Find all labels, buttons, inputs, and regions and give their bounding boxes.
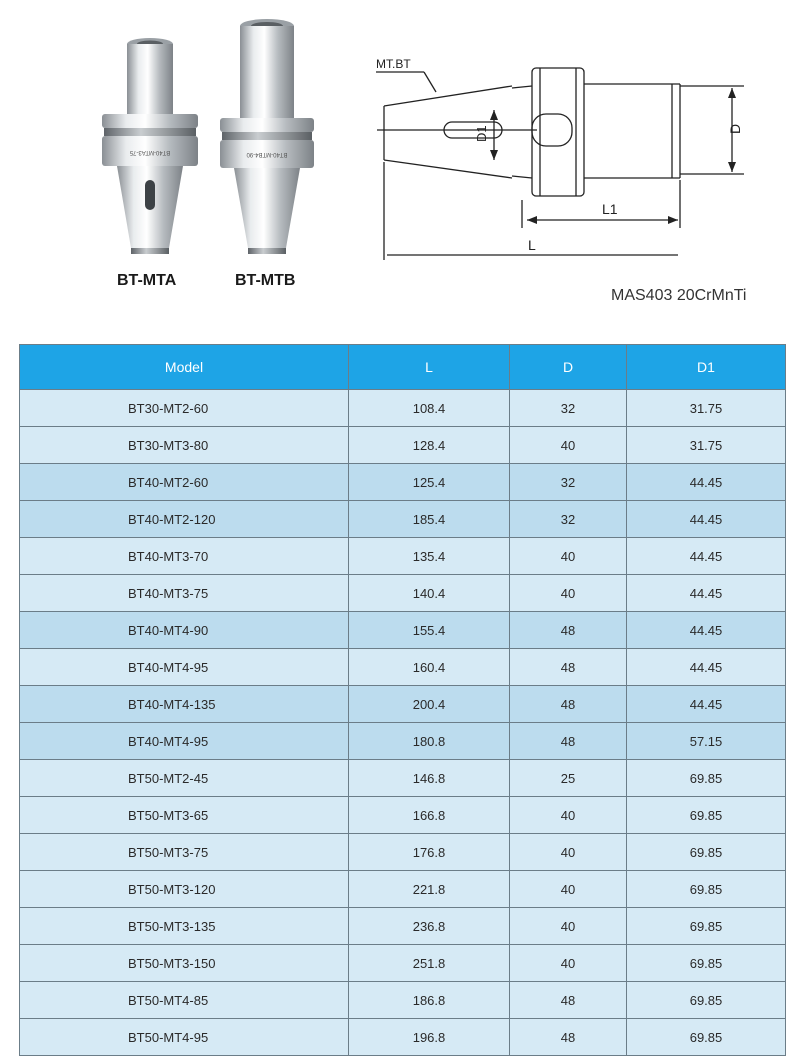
cell-model: BT50-MT3-65 — [20, 797, 349, 834]
cell-l: 236.8 — [349, 908, 510, 945]
cell-l: 135.4 — [349, 538, 510, 575]
cell-d1: 69.85 — [627, 834, 786, 871]
cell-l: 180.8 — [349, 723, 510, 760]
cell-l: 146.8 — [349, 760, 510, 797]
cell-l: 186.8 — [349, 982, 510, 1019]
bt-mta-holder-image — [95, 30, 205, 265]
cell-d1: 44.45 — [627, 649, 786, 686]
cell-model: BT50-MT4-95 — [20, 1019, 349, 1056]
table-row — [20, 612, 786, 649]
cell-d: 48 — [510, 612, 627, 649]
cell-d1: 44.45 — [627, 686, 786, 723]
cell-d: 48 — [510, 1019, 627, 1056]
header-model: Model — [20, 345, 349, 390]
dimension-drawing — [362, 50, 762, 270]
cell-d1: 69.85 — [627, 982, 786, 1019]
cell-d1: 69.85 — [627, 945, 786, 982]
cell-d: 40 — [510, 538, 627, 575]
cell-model: BT40-MT2-120 — [20, 501, 349, 538]
d1-label: D1 — [474, 125, 489, 142]
table-row — [20, 501, 786, 538]
table-row — [20, 945, 786, 982]
cell-d: 32 — [510, 390, 627, 427]
cell-l: 185.4 — [349, 501, 510, 538]
table-row — [20, 871, 786, 908]
header-l: L — [349, 345, 510, 390]
l1-label: L1 — [602, 201, 618, 217]
cell-d1: 69.85 — [627, 1019, 786, 1056]
cell-d1: 31.75 — [627, 427, 786, 464]
table-row — [20, 390, 786, 427]
cell-l: 140.4 — [349, 575, 510, 612]
cell-l: 196.8 — [349, 1019, 510, 1056]
cell-l: 200.4 — [349, 686, 510, 723]
cell-d1: 69.85 — [627, 760, 786, 797]
cell-model: BT50-MT3-135 — [20, 908, 349, 945]
table-row — [20, 427, 786, 464]
tool-engraving: BT40-MTB4-90 — [246, 151, 288, 157]
table-row — [20, 464, 786, 501]
table-row — [20, 686, 786, 723]
cell-l: 155.4 — [349, 612, 510, 649]
cell-model: BT40-MT3-75 — [20, 575, 349, 612]
cell-d1: 69.85 — [627, 797, 786, 834]
product-photos — [0, 0, 360, 320]
cell-d: 40 — [510, 575, 627, 612]
cell-d: 32 — [510, 501, 627, 538]
cell-d: 40 — [510, 871, 627, 908]
cell-l: 176.8 — [349, 834, 510, 871]
cell-d: 40 — [510, 797, 627, 834]
cell-d: 25 — [510, 760, 627, 797]
table-row — [20, 797, 786, 834]
cell-model: BT50-MT4-85 — [20, 982, 349, 1019]
cell-d1: 44.45 — [627, 538, 786, 575]
table-row — [20, 649, 786, 686]
table-row — [20, 1019, 786, 1056]
cell-model: BT30-MT3-80 — [20, 427, 349, 464]
header-d: D — [510, 345, 627, 390]
cell-model: BT40-MT4-95 — [20, 649, 349, 686]
table-row — [20, 538, 786, 575]
cell-d1: 44.45 — [627, 501, 786, 538]
cell-d1: 31.75 — [627, 390, 786, 427]
table-row — [20, 908, 786, 945]
cell-l: 166.8 — [349, 797, 510, 834]
cell-d: 40 — [510, 945, 627, 982]
cell-l: 160.4 — [349, 649, 510, 686]
cell-d: 48 — [510, 982, 627, 1019]
cell-model: BT30-MT2-60 — [20, 390, 349, 427]
table-row — [20, 723, 786, 760]
cell-model: BT50-MT3-150 — [20, 945, 349, 982]
cell-model: BT50-MT2-45 — [20, 760, 349, 797]
header-d1: D1 — [627, 345, 786, 390]
table-row — [20, 982, 786, 1019]
cell-model: BT50-MT3-75 — [20, 834, 349, 871]
cell-d1: 44.45 — [627, 612, 786, 649]
table-row — [20, 834, 786, 871]
cell-model: BT50-MT3-120 — [20, 871, 349, 908]
cell-d: 32 — [510, 464, 627, 501]
cell-d1: 44.45 — [627, 464, 786, 501]
l-label: L — [528, 237, 536, 253]
cell-d1: 69.85 — [627, 871, 786, 908]
bt-mta-label: BT-MTA — [117, 272, 177, 289]
cell-model: BT40-MT3-70 — [20, 538, 349, 575]
cell-d: 48 — [510, 686, 627, 723]
cell-l: 128.4 — [349, 427, 510, 464]
cell-d1: 69.85 — [627, 908, 786, 945]
cell-l: 251.8 — [349, 945, 510, 982]
cell-l: 125.4 — [349, 464, 510, 501]
bt-mtb-holder-image — [212, 10, 322, 265]
d-label: D — [727, 123, 743, 134]
table-header-row — [20, 345, 786, 390]
bt-mtb-label: BT-MTB — [235, 272, 296, 289]
cell-d: 40 — [510, 427, 627, 464]
cell-d: 40 — [510, 834, 627, 871]
cell-d1: 57.15 — [627, 723, 786, 760]
cell-l: 221.8 — [349, 871, 510, 908]
cell-model: BT40-MT2-60 — [20, 464, 349, 501]
cell-d: 48 — [510, 649, 627, 686]
spec-table — [19, 344, 786, 1056]
table-body — [20, 390, 786, 1056]
mt-bt-label: MT.BT — [376, 57, 411, 71]
material-spec: MAS403 20CrMnTi — [611, 287, 747, 304]
cell-model: BT40-MT4-95 — [20, 723, 349, 760]
cell-d: 48 — [510, 723, 627, 760]
cell-l: 108.4 — [349, 390, 510, 427]
table-row — [20, 760, 786, 797]
cell-d: 40 — [510, 908, 627, 945]
cell-model: BT40-MT4-135 — [20, 686, 349, 723]
table-row — [20, 575, 786, 612]
cell-model: BT40-MT4-90 — [20, 612, 349, 649]
tool-engraving: BT40-MTA3-75 — [129, 149, 171, 155]
cell-d1: 44.45 — [627, 575, 786, 612]
